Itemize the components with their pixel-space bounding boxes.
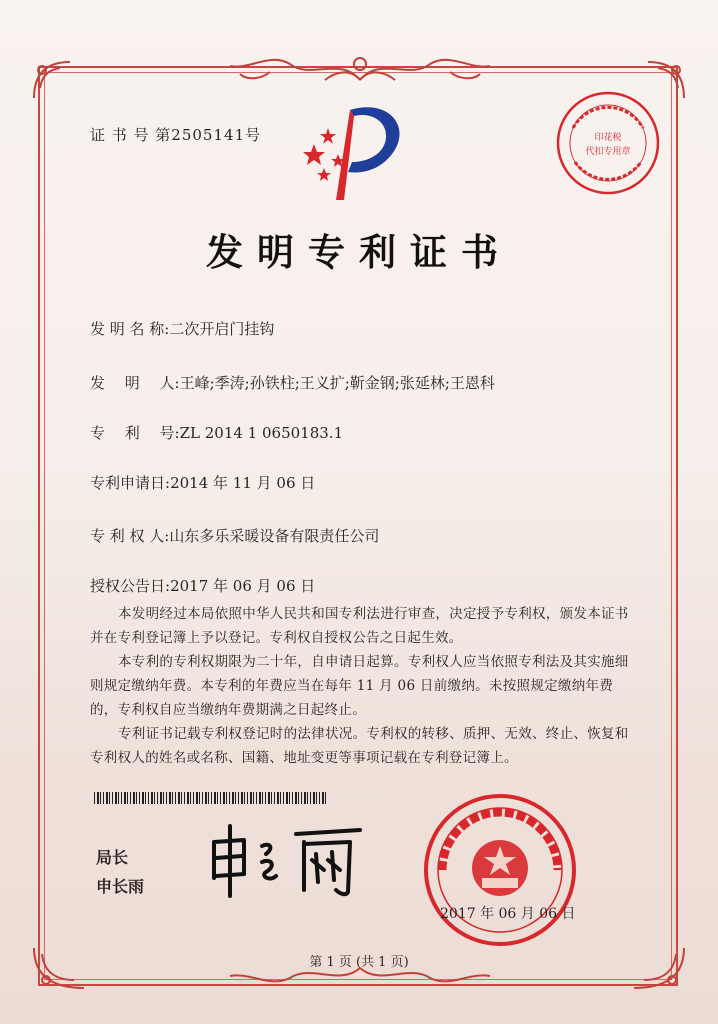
field-filing-date xyxy=(90,472,315,493)
field-value: 二次开启门挂钩 xyxy=(169,320,275,338)
seal-date: 2017 年 06 月 06 日 xyxy=(440,906,576,922)
certificate-title: 发明专利证书 xyxy=(206,231,512,274)
legal-paragraph: 本专利的专利权期限为二十年，自申请日起算。专利权人应当依照专利法及其实施细则规定缴纳年费。本专利的年费应当在每年 11 月 06 日前缴纳。未按照规定缴纳年费的，专利权自应当缴纳年费期满之日起终止。 xyxy=(90,654,629,718)
barcode xyxy=(94,792,326,804)
field-patentee xyxy=(90,525,379,546)
field-label: 授权公告日: xyxy=(90,577,171,595)
legal-text xyxy=(90,602,630,770)
field-value: ZL 2014 1 0650183.1 xyxy=(179,424,344,442)
field-value: 2014 年 11 月 06 日 xyxy=(170,474,316,492)
patent-office-logo-icon xyxy=(300,88,415,203)
field-label: 发 明 名 称: xyxy=(90,320,170,338)
corner-ornament-top-left xyxy=(30,58,76,104)
legal-paragraph: 专利证书记载专利权登记时的法律状况。专利权的转移、质押、无效、终止、恢复和专利权人的姓名或名称、国籍、地址变更等事项记载在专利登记簿上。 xyxy=(90,726,629,766)
svg-text:印花税: 印花税 xyxy=(594,133,622,143)
field-patent-number xyxy=(90,422,343,443)
field-value: 山东多乐采暖设备有限责任公司 xyxy=(169,527,380,545)
tax-stamp-seal xyxy=(553,88,663,198)
field-label: 专 利 号: xyxy=(90,424,180,442)
patent-office-seal xyxy=(420,790,580,950)
field-value: 2017 年 06 月 06 日 xyxy=(170,577,316,595)
field-label: 专 利 权 人: xyxy=(90,527,170,545)
legal-paragraph: 本发明经过本局依照中华人民共和国专利法进行审查，决定授予专利权，颁发本证书并在专利登记簿上予以登记。专利权自授权公告之日起生效。 xyxy=(90,606,629,646)
field-label: 专利申请日: xyxy=(90,474,171,492)
field-inventors xyxy=(90,372,495,393)
svg-text:代扣专用章: 代扣专用章 xyxy=(585,147,631,157)
director-name: 申长雨 xyxy=(96,877,145,896)
certificate-number: 证 书 号 第2505141号 xyxy=(90,126,262,144)
field-value: 王峰;季涛;孙铁柱;王义扩;靳金钢;张延林;王恩科 xyxy=(179,374,495,392)
director-title: 局长 xyxy=(96,848,129,867)
field-label: 发 明 人: xyxy=(90,374,180,392)
top-ornament xyxy=(210,50,510,86)
field-grant-date xyxy=(90,575,315,596)
field-invention-name xyxy=(90,318,274,339)
director-signature xyxy=(200,812,370,902)
page-number: 第 1 页 (共 1 页) xyxy=(309,955,409,970)
